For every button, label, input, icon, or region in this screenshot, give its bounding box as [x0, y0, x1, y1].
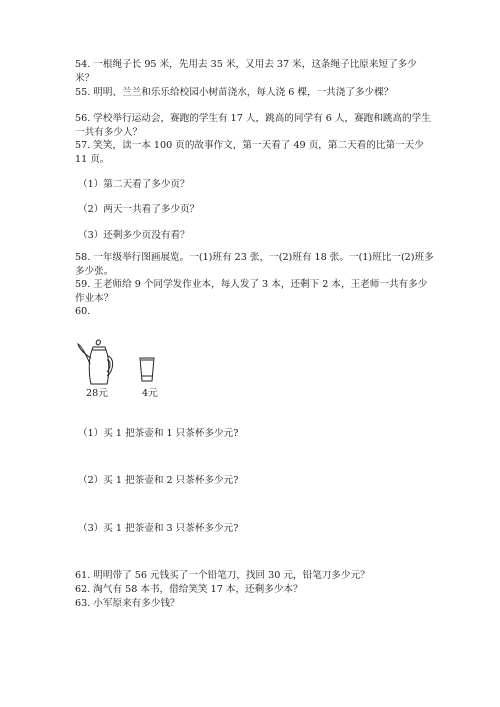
question-56: 56. 学校举行运动会，赛跑的学生有 17 人，跳高的同学有 6 人，赛跑和跳高的学生一共有多少人？: [75, 113, 431, 138]
question-60-part-3: （3）买 1 把茶壶和 3 只茶杯多少元?: [78, 523, 239, 534]
question-60: 60.: [75, 306, 91, 317]
question-57-part-2: （2）两天一共看了多少页？: [78, 204, 200, 215]
teapot-price: 28元: [86, 388, 108, 399]
question-61: 61. 明明带了 56 元钱买了一个铅笔刀，找回 30 元，铅笔刀多少元？: [75, 570, 370, 581]
question-60-part-1: （1）买 1 把茶壶和 1 只茶杯多少元?: [78, 428, 239, 439]
cup-price: 4元: [142, 388, 158, 399]
question-59: 59. 王老师给 9 个同学发作业本，每人发了 3 本，还剩下 2 本，王老师一共有多少作业本？: [75, 279, 428, 304]
teapot-cup-figure: [76, 338, 176, 400]
question-57: 57. 笑笑，读一本 100 页的故事作文，第一天看了 49 页，第二天看的比第一天少 11 页。: [75, 140, 424, 165]
question-60-part-2: （2）买 1 把茶壶和 2 只茶杯多少元?: [78, 475, 239, 486]
teapot-icon: [76, 338, 176, 388]
cup-icon: [138, 356, 156, 384]
question-58: 58. 一年级举行图画展览。一(1)班有 23 张，一(2)班有 18 张。一(1)班比一(2)班多多少张。: [75, 252, 434, 277]
question-63: 63. 小军原来有多少钱？: [75, 598, 180, 609]
question-57-part-1: （1）第二天看了多少页？: [78, 179, 190, 190]
question-62: 62. 淘气有 58 本书，借给笑笑 17 本，还剩多少本？: [75, 584, 303, 595]
question-54: 54. 一根绳子长 95 米，先用去 35 米，又用去 37 米，这条绳子比原来短了多少米？: [75, 59, 417, 84]
question-55: 55. 明明、兰兰和乐乐给校园小树苗浇水，每人浇 6 棵，一共浇了多少棵？: [75, 87, 394, 98]
question-57-part-3: （3）还剩多少页没有看？: [78, 230, 190, 241]
